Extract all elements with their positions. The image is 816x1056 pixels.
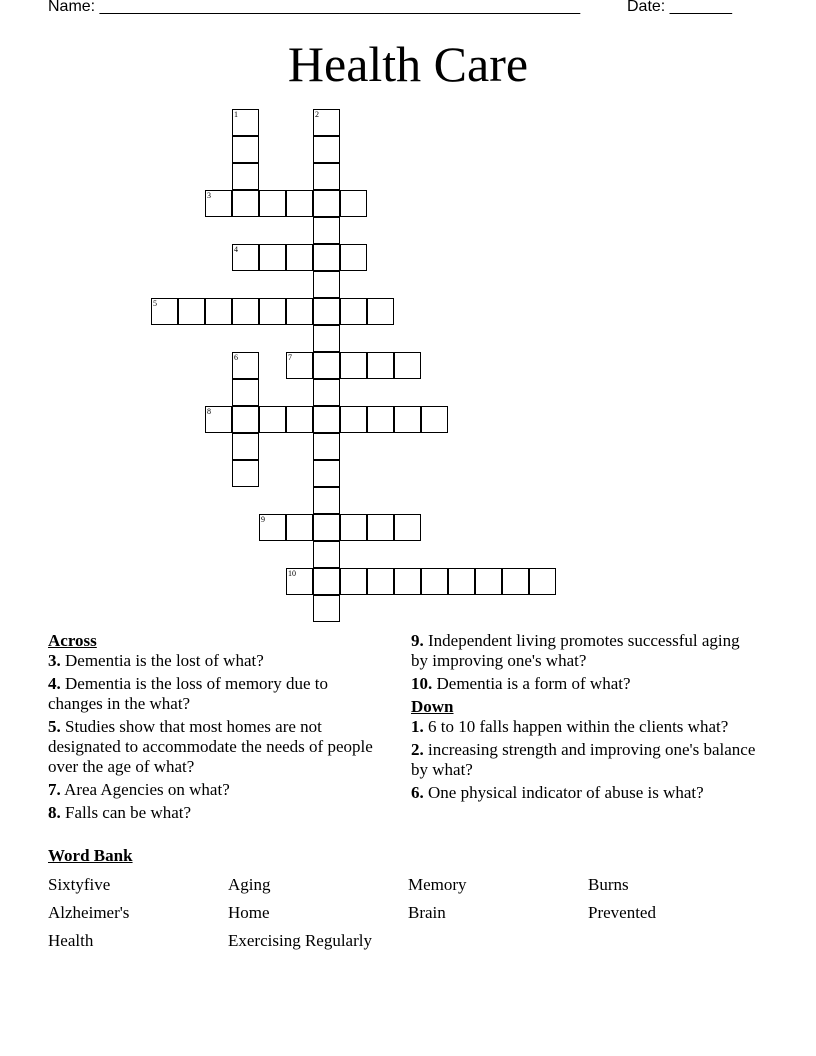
grid-cell[interactable] [313,514,340,541]
grid-cell[interactable] [232,190,259,217]
grid-cell[interactable] [286,190,313,217]
grid-cell[interactable] [232,352,259,379]
grid-cell[interactable] [367,406,394,433]
grid-cell[interactable] [286,298,313,325]
clues-right-column [411,631,756,806]
grid-cell[interactable] [367,298,394,325]
word-bank-word: Burns [588,875,629,894]
grid-cell[interactable] [286,568,313,595]
word-bank-word: Alzheimer's [48,903,130,922]
clue-across-9: 9. Independent living promotes successful aging by improving one's what? [411,631,740,670]
grid-cell[interactable] [313,352,340,379]
clue-number: 5 [153,299,157,308]
grid-cell[interactable] [286,406,313,433]
grid-cell[interactable] [340,190,367,217]
grid-cell[interactable] [313,136,340,163]
grid-cell[interactable] [313,541,340,568]
grid-cell[interactable] [394,514,421,541]
across-heading: Across [48,631,97,650]
grid-cell[interactable] [205,298,232,325]
grid-cell[interactable] [313,298,340,325]
grid-cell[interactable] [367,514,394,541]
grid-cell[interactable] [286,514,313,541]
grid-cell[interactable] [259,514,286,541]
grid-cell[interactable] [232,460,259,487]
grid-cell[interactable] [232,163,259,190]
word-bank-word: Memory [408,875,467,894]
grid-cell[interactable] [313,433,340,460]
clue-number: 8 [207,407,211,416]
grid-cell[interactable] [340,244,367,271]
word-bank-heading: Word Bank [48,846,133,865]
grid-cell[interactable] [421,406,448,433]
grid-cell[interactable] [313,190,340,217]
page-title: Health Care [287,36,529,92]
grid-cell[interactable] [313,325,340,352]
clue-number: 4 [234,245,238,254]
grid-cell[interactable] [205,190,232,217]
word-bank-word: Health [48,931,94,950]
grid-cell[interactable] [232,406,259,433]
clue-down-2: 2. increasing strength and improving one's balance by what? [411,740,756,779]
grid-cell[interactable] [421,568,448,595]
clue-number: 10 [288,569,296,578]
clue-number: 2 [315,110,319,119]
clue-across-4: 4. Dementia is the loss of memory due to changes in the what? [48,674,328,713]
grid-cell[interactable] [313,487,340,514]
clue-across-8: 8. Falls can be what? [48,803,192,822]
grid-cell[interactable] [313,568,340,595]
grid-cell[interactable] [340,568,367,595]
grid-cell[interactable] [394,568,421,595]
grid-cell[interactable] [340,298,367,325]
down-heading: Down [411,697,454,716]
grid-cell[interactable] [232,379,259,406]
grid-cell[interactable] [394,352,421,379]
name-field[interactable]: Name: ______________________________________________________ [48,0,581,15]
grid-cell[interactable] [502,568,529,595]
clue-number: 7 [288,353,292,362]
grid-cell[interactable] [367,352,394,379]
grid-cell[interactable] [367,568,394,595]
grid-cell[interactable] [232,298,259,325]
word-bank-word: Exercising Regularly [228,931,372,950]
grid-cell[interactable] [340,406,367,433]
grid-cell[interactable] [313,271,340,298]
grid-cell[interactable] [340,352,367,379]
grid-cell[interactable] [394,406,421,433]
grid-cell[interactable] [259,298,286,325]
clue-number: 9 [261,515,265,524]
clue-number: 1 [234,110,238,119]
clues-left-column [48,631,378,826]
grid-cell[interactable] [313,406,340,433]
grid-cell[interactable] [232,433,259,460]
grid-cell[interactable] [448,568,475,595]
clue-down-1: 1. 6 to 10 falls happen within the clients what? [411,717,729,736]
grid-cell[interactable] [232,136,259,163]
grid-cell[interactable] [259,244,286,271]
word-bank-word: Sixtyfive [48,875,111,894]
date-field[interactable]: Date: _______ [627,0,732,15]
grid-cell[interactable] [313,244,340,271]
grid-cell[interactable] [313,379,340,406]
word-bank-word: Brain [408,903,446,922]
grid-cell[interactable] [313,109,340,136]
grid-cell[interactable] [286,244,313,271]
grid-cell[interactable] [151,298,178,325]
word-bank-word: Home [228,903,270,922]
grid-cell[interactable] [259,190,286,217]
clue-across-10: 10. Dementia is a form of what? [411,674,631,693]
grid-cell[interactable] [232,244,259,271]
clue-across-3: 3. Dementia is the lost of what? [48,651,264,670]
grid-cell[interactable] [178,298,205,325]
grid-cell[interactable] [340,514,367,541]
grid-cell[interactable] [475,568,502,595]
clue-across-5: 5. Studies show that most homes are not designated to accommodate the needs of people over the age of what? [48,717,373,776]
clue-number: 3 [207,191,211,200]
clue-across-7: 7. Area Agencies on what? [48,780,230,799]
clue-down-6: 6. One physical indicator of abuse is what? [411,783,704,802]
grid-cell[interactable] [232,109,259,136]
word-bank-word: Aging [228,875,271,894]
grid-cell[interactable] [313,595,340,622]
grid-cell[interactable] [313,217,340,244]
clue-number: 6 [234,353,238,362]
grid-cell[interactable] [205,406,232,433]
grid-cell[interactable] [259,406,286,433]
grid-cell[interactable] [313,163,340,190]
grid-cell[interactable] [286,352,313,379]
grid-cell[interactable] [313,460,340,487]
word-bank-word: Prevented [588,903,656,922]
grid-cell[interactable] [529,568,556,595]
